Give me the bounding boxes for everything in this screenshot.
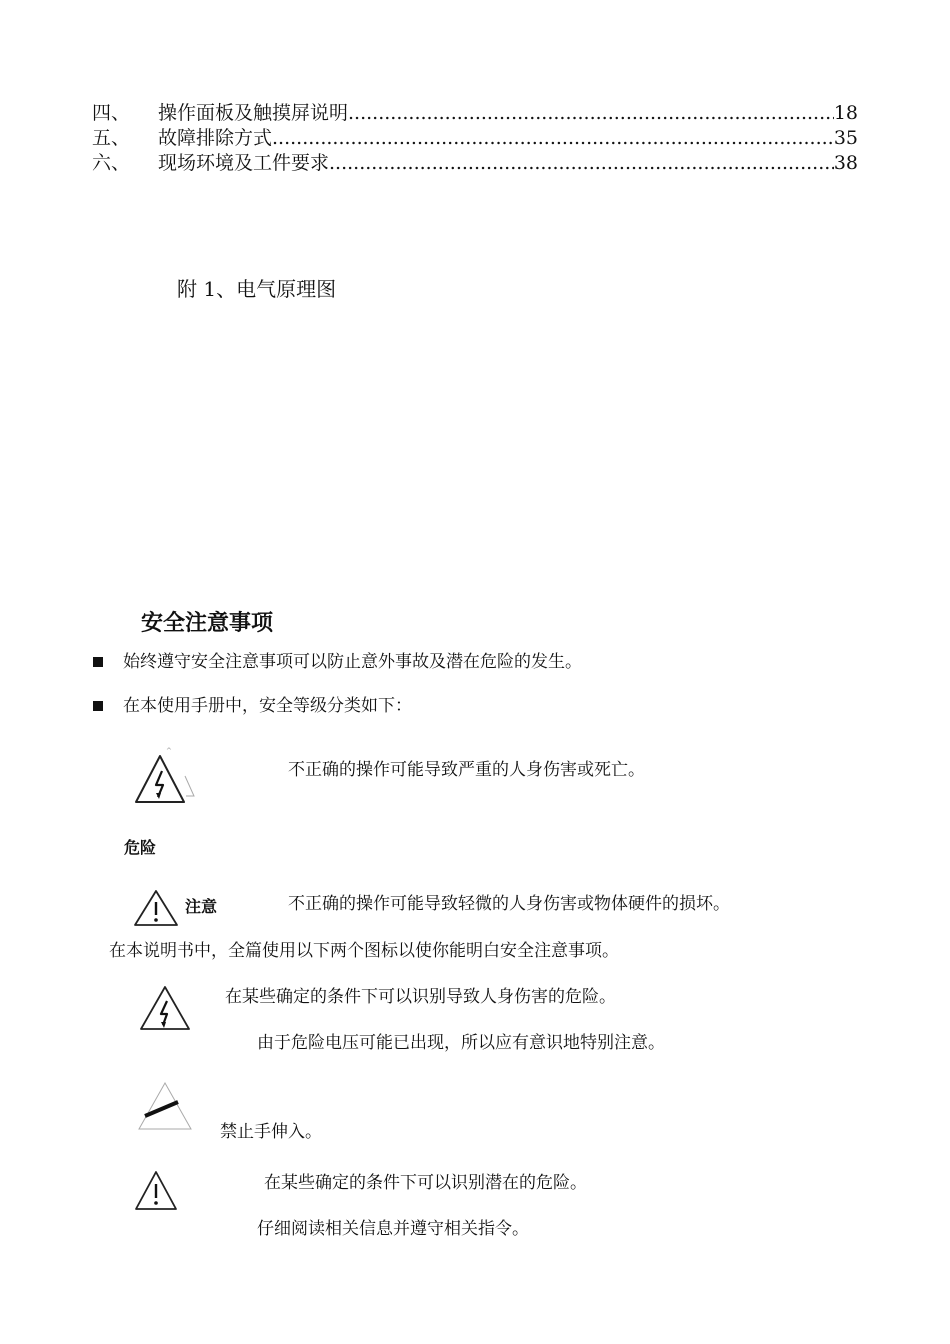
exclamation-warning-icon bbox=[133, 1168, 179, 1212]
bullet-text: 在本使用手册中，安全等级分类如下： bbox=[123, 696, 412, 716]
bullet-square bbox=[93, 701, 103, 711]
bullet-text: 始终遵守安全注意事项可以防止意外事故及潜在危险的发生。 bbox=[123, 652, 582, 672]
voltage-description-line1: 在某些确定的条件下可以识别导致人身伤害的危险。 bbox=[225, 987, 616, 1007]
voltage-description-line2: 由于危险电压可能已出现，所以应有意识地特别注意。 bbox=[257, 1033, 665, 1053]
toc-number: 四、 bbox=[92, 102, 131, 124]
no-hands-description: 禁止手伸入。 bbox=[220, 1122, 322, 1142]
high-voltage-icon bbox=[138, 982, 192, 1032]
toc-entry[interactable] bbox=[92, 101, 858, 125]
danger-label: 危险 bbox=[124, 838, 157, 857]
toc-title: 故障排除方式 bbox=[158, 127, 273, 149]
toc-leader-dots bbox=[329, 151, 834, 175]
icons-intro: 在本说明书中，全篇使用以下两个图标以使你能明白安全注意事项。 bbox=[109, 941, 619, 961]
toc-title: 现场环境及工件要求 bbox=[158, 152, 330, 174]
toc-page-number: 18 bbox=[833, 102, 858, 124]
general-warning-line1: 在某些确定的条件下可以识别潜在的危险。 bbox=[264, 1173, 587, 1193]
section-heading: 安全注意事项 bbox=[141, 611, 274, 636]
general-warning-line2: 仔细阅读相关信息并遵守相关指令。 bbox=[257, 1219, 529, 1239]
toc-page-number: 38 bbox=[833, 152, 858, 174]
toc-page-number: 35 bbox=[833, 127, 858, 149]
toc-leader-dots bbox=[272, 126, 834, 150]
caution-label: 注意 bbox=[185, 897, 218, 916]
danger-description: 不正确的操作可能导致严重的人身伤害或死亡。 bbox=[288, 760, 645, 780]
toc-title: 操作面板及触摸屏说明 bbox=[158, 102, 349, 124]
toc-number: 六、 bbox=[92, 152, 131, 174]
bullet-square bbox=[93, 657, 103, 667]
toc-entry[interactable] bbox=[92, 151, 858, 175]
toc-number: 五、 bbox=[92, 127, 131, 149]
high-voltage-warning-icon bbox=[132, 748, 196, 804]
no-hands-icon bbox=[136, 1080, 194, 1132]
exclamation-warning-icon bbox=[132, 887, 180, 927]
toc-leader-dots bbox=[348, 101, 834, 125]
toc-entry[interactable] bbox=[92, 126, 858, 150]
appendix-title: 附 1、电气原理图 bbox=[177, 277, 337, 301]
caution-description: 不正确的操作可能导致轻微的人身伤害或物体硬件的损坏。 bbox=[288, 894, 730, 914]
svg-text:^: ^ bbox=[166, 747, 172, 755]
